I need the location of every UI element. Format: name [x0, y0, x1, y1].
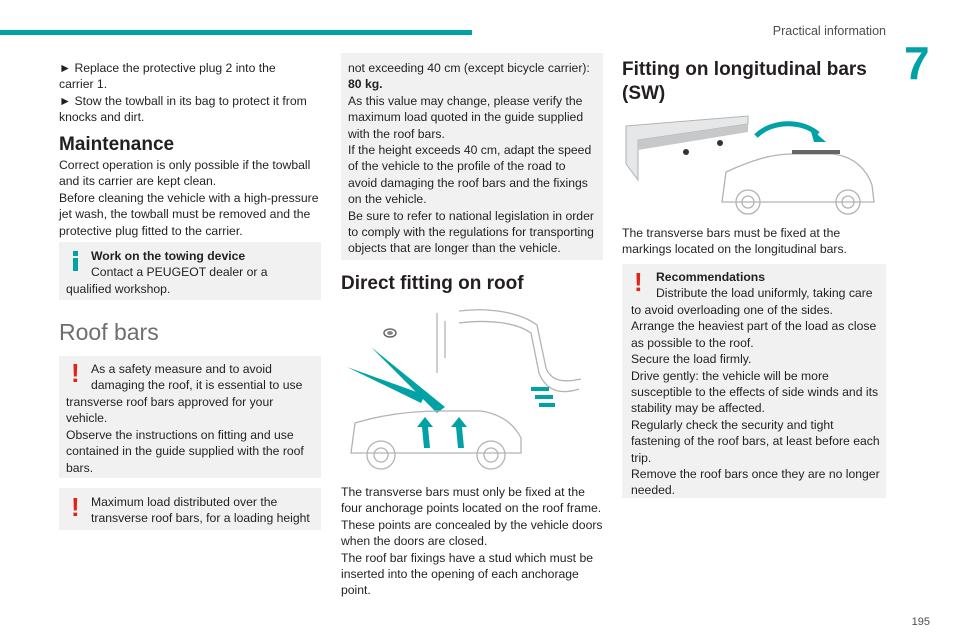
maintenance-text: Correct operation is only possible if the towball and its carrier are kept clean. Before cleaning the vehicle with a high-pressure jet wash, the towball must be removed and the protective plug fitted to the carrier.	[59, 158, 319, 238]
roof-anchorage-illustration	[341, 303, 603, 478]
longitudinal-fitting-text: The transverse bars must be fixed at the markings located on the longitudinal bars.	[622, 226, 847, 257]
longitudinal-fitting-heading: Fitting on longitudinal bars (SW)	[622, 59, 867, 104]
maintenance-heading: Maintenance	[59, 134, 175, 155]
step-replace-plug: ► Replace the protective plug 2 into the carrier 1.	[59, 61, 276, 92]
section-title: Practical information	[772, 24, 886, 38]
page-number: 195	[911, 616, 930, 628]
warning-icon: !	[71, 358, 80, 388]
info-box-towing: Work on the towing device Contact a PEUGEOT dealer or a qualified workshop.	[59, 242, 321, 300]
warning-icon: !	[634, 267, 643, 297]
chapter-number: 7	[904, 37, 930, 89]
direct-fitting-text: The transverse bars must only be fixed at the four anchorage points located on the roof frame. These points are concealed by the vehicle doors when the doors are closed. The roof bar fixings have a stud which must be inserted into the opening of each anchorage point.	[341, 485, 603, 598]
recommendations-box: ! Recommendations Distribute the load uniformly, taking care to avoid overloading one of the sides. Arrange the heaviest part of the load as close as possible to the roof. Secure the load firmly. Drive gently: the vehicle will be more susceptible to the effects of side winds and its stability may be affected. Regularly check the security and tight fastening of the roof bars, at least before each trip. Remove the roof bars once they are no longer needed.	[622, 264, 886, 498]
recommendations-title: Recommendations	[656, 270, 766, 284]
direct-fitting-heading: Direct fitting on roof	[341, 273, 524, 294]
longitudinal-bars-illustration	[622, 110, 884, 215]
header-accent-bar	[0, 30, 472, 35]
info-icon	[73, 251, 78, 271]
max-load-continued-box: not exceeding 40 cm (except bicycle carrier): 80 kg. As this value may change, please verify the maximum load quoted in the guide supplied with the roof bars. If the height exceeds 40 cm, adapt the speed of the vehicle to the profile of the road to avoid damaging the roof bars and the fixings on the vehicle. Be sure to refer to national legislation in order to comply with the regulations for transporting objects that are longer than the vehicle.	[341, 53, 603, 260]
warning-box-max-load: ! Maximum load distributed over the transverse roof bars, for a loading height	[59, 488, 321, 530]
info-title: Work on the towing device	[91, 249, 246, 263]
step-stow-towball: ► Stow the towball in its bag to protect it from knocks and dirt.	[59, 94, 307, 125]
warning-box-roof-bars: ! As a safety measure and to avoid damaging the roof, it is essential to use transverse roof bars approved for your vehicle. Observe the instructions on fitting and use contained in the guide supplied with the roof bars.	[59, 356, 321, 478]
warning-icon: !	[71, 492, 80, 522]
roof-bars-heading: Roof bars	[59, 319, 159, 345]
